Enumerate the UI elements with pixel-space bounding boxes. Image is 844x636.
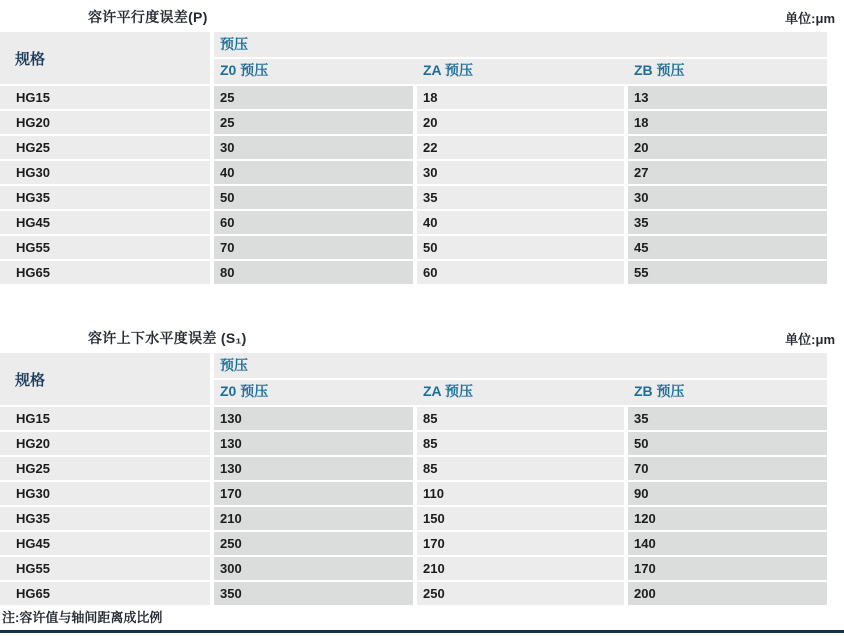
table1-col-header-z0: Z0 预压 bbox=[220, 62, 269, 78]
spec-cell: HG65 bbox=[0, 261, 210, 284]
value-cell: 170 bbox=[628, 557, 827, 580]
value-cell: 70 bbox=[214, 236, 413, 259]
value-cell: 27 bbox=[628, 161, 827, 184]
table2-preload-subheader-row bbox=[214, 380, 827, 403]
spec-cell: HG35 bbox=[0, 507, 210, 530]
table-row bbox=[0, 136, 827, 159]
value-cell: 30 bbox=[214, 136, 413, 159]
value-cell: 35 bbox=[628, 407, 827, 430]
value-cell: 50 bbox=[214, 186, 413, 209]
table1-col-header-za: ZA 预压 bbox=[423, 62, 474, 78]
value-cell: 210 bbox=[417, 557, 624, 580]
value-cell: 20 bbox=[417, 111, 624, 134]
table-row bbox=[0, 236, 827, 259]
value-cell: 85 bbox=[417, 432, 624, 455]
spec-cell: HG20 bbox=[0, 111, 210, 134]
value-cell: 13 bbox=[628, 86, 827, 109]
table1-title: 容许平行度误差(P) bbox=[88, 9, 208, 25]
value-cell: 60 bbox=[417, 261, 624, 284]
bottom-rule bbox=[0, 630, 844, 633]
table-row bbox=[0, 186, 827, 209]
table-row bbox=[0, 432, 827, 455]
value-cell: 30 bbox=[417, 161, 624, 184]
value-cell: 50 bbox=[417, 236, 624, 259]
value-cell: 140 bbox=[628, 532, 827, 555]
table2-preload-header-group bbox=[214, 353, 827, 405]
value-cell: 110 bbox=[417, 482, 624, 505]
value-cell: 170 bbox=[417, 532, 624, 555]
value-cell: 40 bbox=[417, 211, 624, 234]
table-row bbox=[0, 86, 827, 109]
table2-spec-header-cell: 规格 bbox=[0, 353, 210, 405]
value-cell: 80 bbox=[214, 261, 413, 284]
value-cell: 90 bbox=[628, 482, 827, 505]
table2-title: 容许上下水平度误差 (S₁) bbox=[88, 330, 247, 346]
spec-cell: HG35 bbox=[0, 186, 210, 209]
spec-cell: HG30 bbox=[0, 482, 210, 505]
value-cell: 45 bbox=[628, 236, 827, 259]
spec-cell: HG45 bbox=[0, 532, 210, 555]
table2-unit-label: 单位:μm bbox=[785, 332, 835, 347]
table-parallelism-error bbox=[0, 32, 827, 284]
table-row bbox=[0, 161, 827, 184]
table-row bbox=[0, 211, 827, 234]
table-row bbox=[0, 507, 827, 530]
value-cell: 85 bbox=[417, 407, 624, 430]
value-cell: 120 bbox=[628, 507, 827, 530]
value-cell: 18 bbox=[628, 111, 827, 134]
table1-unit-label: 单位:μm bbox=[785, 11, 835, 26]
value-cell: 22 bbox=[417, 136, 624, 159]
value-cell: 85 bbox=[417, 457, 624, 480]
table1-preload-group-label: 预压 bbox=[214, 32, 827, 59]
spec-cell: HG30 bbox=[0, 161, 210, 184]
value-cell: 25 bbox=[214, 86, 413, 109]
value-cell: 250 bbox=[214, 532, 413, 555]
value-cell: 300 bbox=[214, 557, 413, 580]
table-row bbox=[0, 532, 827, 555]
table1-col-header-zb: ZB 预压 bbox=[634, 62, 685, 78]
table2-col-header-za: ZA 预压 bbox=[423, 383, 474, 399]
table1-preload-header-group bbox=[214, 32, 827, 84]
value-cell: 130 bbox=[214, 407, 413, 430]
value-cell: 55 bbox=[628, 261, 827, 284]
table1-header bbox=[0, 32, 827, 84]
value-cell: 50 bbox=[628, 432, 827, 455]
value-cell: 18 bbox=[417, 86, 624, 109]
table1-body bbox=[0, 86, 827, 284]
value-cell: 40 bbox=[214, 161, 413, 184]
value-cell: 20 bbox=[628, 136, 827, 159]
spec-cell: HG20 bbox=[0, 432, 210, 455]
value-cell: 25 bbox=[214, 111, 413, 134]
table2-header bbox=[0, 353, 827, 405]
value-cell: 130 bbox=[214, 432, 413, 455]
table1-preload-subheader-row bbox=[214, 59, 827, 82]
value-cell: 350 bbox=[214, 582, 413, 605]
footnote: 注:容许值与轴间距离成比例 bbox=[2, 610, 163, 625]
value-cell: 150 bbox=[417, 507, 624, 530]
value-cell: 130 bbox=[214, 457, 413, 480]
table-row bbox=[0, 582, 827, 605]
value-cell: 250 bbox=[417, 582, 624, 605]
value-cell: 35 bbox=[417, 186, 624, 209]
table-height-error bbox=[0, 353, 827, 605]
value-cell: 200 bbox=[628, 582, 827, 605]
table2-title-row bbox=[0, 328, 844, 348]
table-row bbox=[0, 261, 827, 284]
spec-cell: HG15 bbox=[0, 407, 210, 430]
table-row bbox=[0, 557, 827, 580]
value-cell: 30 bbox=[628, 186, 827, 209]
table2-preload-group-label: 预压 bbox=[214, 353, 827, 380]
value-cell: 210 bbox=[214, 507, 413, 530]
table-row bbox=[0, 111, 827, 134]
tables-gap bbox=[0, 286, 844, 328]
table1-title-row bbox=[0, 7, 844, 27]
spec-cell: HG55 bbox=[0, 557, 210, 580]
table-row bbox=[0, 457, 827, 480]
spec-cell: HG55 bbox=[0, 236, 210, 259]
table-row bbox=[0, 407, 827, 430]
table1-spec-header-cell: 规格 bbox=[0, 32, 210, 84]
spec-cell: HG65 bbox=[0, 582, 210, 605]
table2-col-header-z0: Z0 预压 bbox=[220, 383, 269, 399]
value-cell: 70 bbox=[628, 457, 827, 480]
table2-body bbox=[0, 407, 827, 605]
table2-col-header-zb: ZB 预压 bbox=[634, 383, 685, 399]
table-row bbox=[0, 482, 827, 505]
value-cell: 170 bbox=[214, 482, 413, 505]
value-cell: 35 bbox=[628, 211, 827, 234]
spec-cell: HG25 bbox=[0, 457, 210, 480]
spec-cell: HG45 bbox=[0, 211, 210, 234]
value-cell: 60 bbox=[214, 211, 413, 234]
spec-cell: HG15 bbox=[0, 86, 210, 109]
spec-cell: HG25 bbox=[0, 136, 210, 159]
